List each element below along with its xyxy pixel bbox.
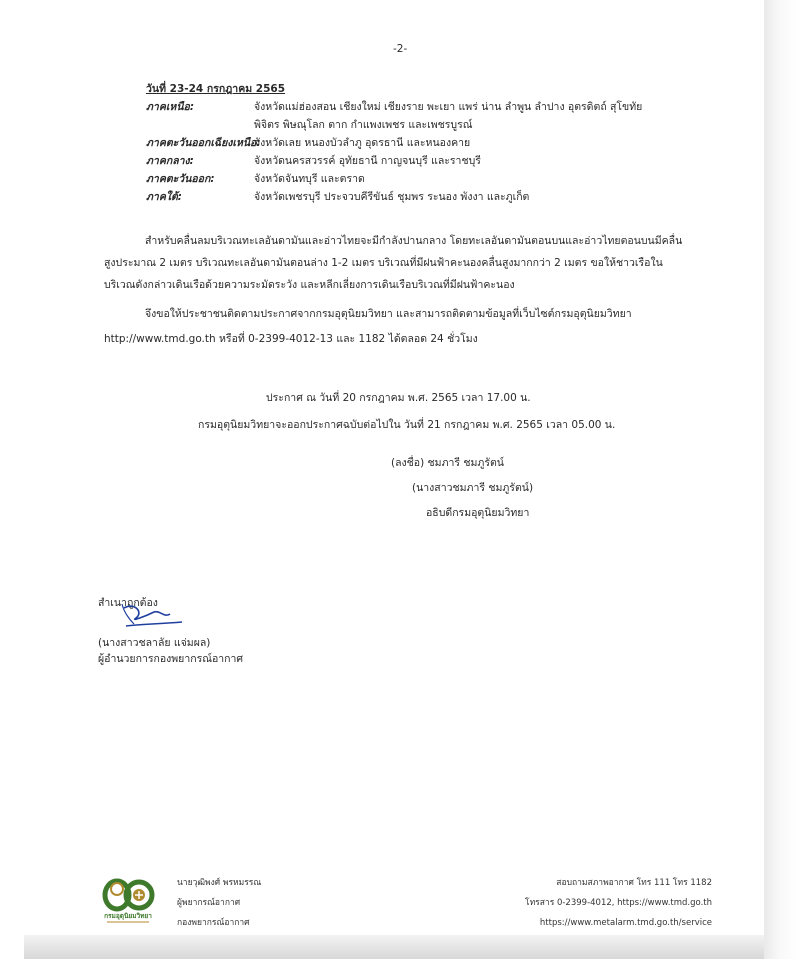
page-shadow-bottom <box>24 935 764 959</box>
signature-position: อธิบดีกรมอุตุนิยมวิทยา <box>426 507 530 519</box>
paragraph-1-line-2: สูงประมาณ 2 เมตร บริเวณทะเลอันดามันตอนล่าง 1-2 เมตร บริเวณที่มีฝนฟ้าคะนองคลื่นสูงมากกว่า 2 เมตร ขอให้ชาวเรือใน <box>104 257 663 269</box>
logo-caption: กรมอุตุนิยมวิทยา <box>104 912 152 920</box>
forecast-date-heading: วันที่ 23-24 กรกฎาคม 2565 <box>146 83 286 95</box>
region-label-east: ภาคตะวันออก: <box>146 173 215 185</box>
handwritten-signature <box>120 600 190 634</box>
signature-signed: (ลงชื่อ) ชมภารี ชมภูรัตน์ <box>391 457 504 469</box>
page-shadow-right <box>764 0 800 959</box>
certified-position: ผู้อำนวยการกองพยากรณ์อากาศ <box>98 653 244 665</box>
paragraph-2-line-1: จึงขอให้ประชาชนติดตามประกาศจากกรมอุตุนิยมวิทยา และสามารถติดตามข้อมูลที่เว็บไซต์กรมอุตุนิยมวิทยา <box>145 308 632 320</box>
region-label-south: ภาคใต้: <box>146 191 182 203</box>
announcement-issued: ประกาศ ณ วันที่ 20 กรกฎาคม พ.ศ. 2565 เวลา 17.00 น. <box>266 392 531 404</box>
region-label-north: ภาคเหนือ: <box>146 101 195 113</box>
signature-full-name: (นางสาวชมภารี ชมภูรัตน์) <box>412 482 534 494</box>
region-provinces-north-2: พิจิตร พิษณุโลก ตาก กำแพงเพชร และเพชรบูรณ์ <box>254 119 473 131</box>
region-provinces-east: จังหวัดจันทบุรี และตราด <box>254 173 365 185</box>
paragraph-1-line-3: บริเวณดังกล่าวเดินเรือด้วยความระมัดระวัง และหลีกเลี่ยงการเดินเรือบริเวณที่มีฝนฟ้าคะนอง <box>104 279 515 291</box>
page-number: -2- <box>393 43 408 55</box>
region-label-central: ภาคกลาง: <box>146 155 194 167</box>
paragraph-2-line-2: http://www.tmd.go.th หรือที่ 0-2399-4012-13 และ 1182 ได้ตลอด 24 ชั่วโมง <box>104 333 478 345</box>
certified-name: (นางสาวชลาลัย แจ่มผล) <box>98 637 211 649</box>
footer-left-line-3: กองพยากรณ์อากาศ <box>177 918 250 928</box>
region-provinces-north-1: จังหวัดแม่ฮ่องสอน เชียงใหม่ เชียงราย พะเยา แพร่ น่าน ลำพูน ลำปาง อุตรดิตถ์ สุโขทัย <box>254 101 643 113</box>
region-provinces-south: จังหวัดเพชรบุรี ประจวบคีรีขันธ์ ชุมพร ระนอง พังงา และภูเก็ต <box>254 191 530 203</box>
footer-right-line-3: https://www.metalarm.tmd.go.th/service <box>539 918 712 928</box>
paragraph-1-line-1: สำหรับคลื่นลมบริเวณทะเลอันดามันและอ่าวไทยจะมีกำลังปานกลาง โดยทะเลอันดามันตอนบนและอ่าวไทยตอนบนมีคลื่น <box>145 235 683 247</box>
footer-left-line-1: นายวุฒิพงศ์ พรหมรรณ <box>177 878 262 888</box>
certified-copy-label: สำเนาถูกต้อง <box>98 597 158 609</box>
region-provinces-northeast: จังหวัดเลย หนองบัวลำภู อุดรธานี และหนองคาย <box>254 137 471 149</box>
footer-right-line-2: โทรสาร 0-2399-4012, https://www.tmd.go.th <box>525 898 712 908</box>
tmd-80-years-logo <box>99 873 157 927</box>
announcement-next-issue: กรมอุตุนิยมวิทยาจะออกประกาศฉบับต่อไปใน วันที่ 21 กรกฎาคม พ.ศ. 2565 เวลา 05.00 น. <box>198 419 616 431</box>
footer-left-line-2: ผู้พยากรณ์อากาศ <box>177 898 241 908</box>
region-label-northeast: ภาคตะวันออกเฉียงเหนือ: <box>146 137 261 149</box>
region-provinces-central: จังหวัดนครสวรรค์ อุทัยธานี กาญจนบุรี และราชบุรี <box>254 155 481 167</box>
footer-right-line-1: สอบถามสภาพอากาศ โทร 111 โทร 1182 <box>556 878 712 888</box>
